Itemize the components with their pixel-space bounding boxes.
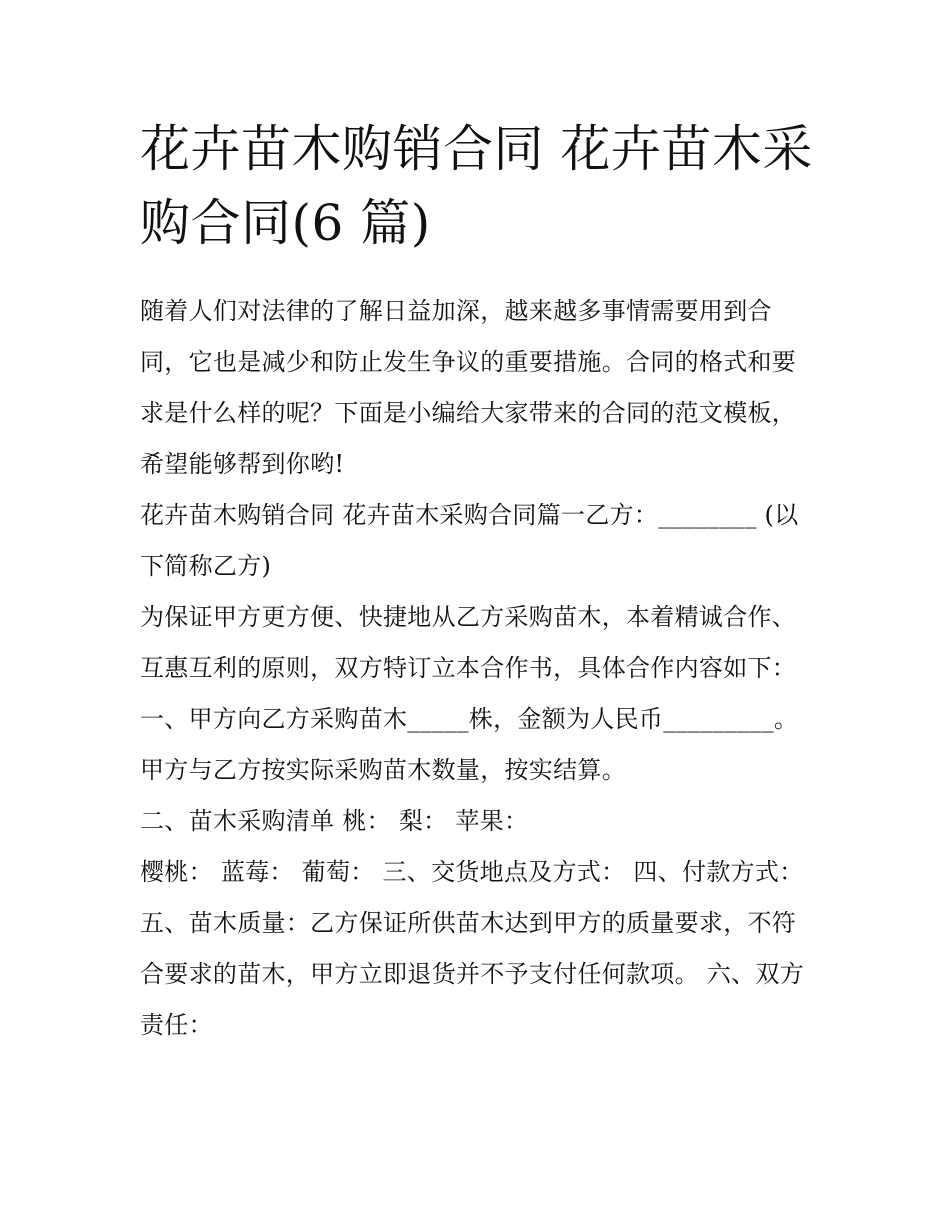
clause-1-paragraph: 一、甲方向乙方采购苗木_____株，金额为人民币_________。甲方与乙方按实际采购苗木数量，按实结算。 <box>140 705 799 784</box>
clause-5-6-paragraph: 五、苗木质量：乙方保证所供苗木达到甲方的质量要求，不符合要求的苗木，甲方立即退货并不予支付任何款项。 六、双方责任： <box>140 909 805 1039</box>
document-title: 花卉苗木购销合同 花卉苗木采购合同(6 篇) <box>140 120 813 252</box>
purpose-paragraph: 为保证甲方更方便、快捷地从乙方采购苗木，本着精诚合作、互惠互利的原则，双方特订立本合作书，具体合作内容如下： <box>140 603 797 682</box>
intro-paragraph: 随着人们对法律的了解日益加深，越来越多事情需要用到合同，它也是减少和防止发生争议的重要措施。合同的格式和要求是什么样的呢？下面是小编给大家带来的合同的范文模板，希望能够帮到你哟! <box>140 297 797 478</box>
clause-2-paragraph: 二、苗木采购清单 桃： 梨： 苹果： <box>140 807 529 835</box>
document-page <box>140 112 816 1051</box>
contract-party-paragraph: 花卉苗木购销合同 花卉苗木采购合同篇一乙方：________ (以下简称乙方) <box>140 501 799 580</box>
clause-2-3-4-paragraph: 樱桃： 蓝莓： 葡萄： 三、交货地点及方式： 四、付款方式： <box>140 858 804 886</box>
